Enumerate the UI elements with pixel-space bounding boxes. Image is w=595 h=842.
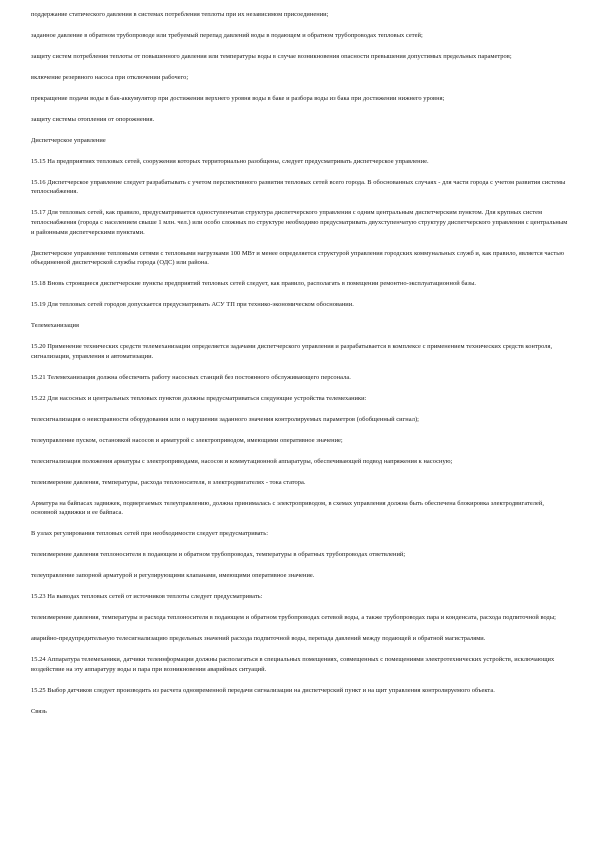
clause-15-15: 15.15 На предприятиях тепловых сетей, сооружения которых территориально разобщены, следует предусматривать диспетчерское управление. (31, 157, 429, 165)
section-heading-communication: Связь (31, 707, 47, 715)
clause-15-23: 15.23 На выводах тепловых сетей от источников теплоты следует предусматривать: (31, 593, 263, 601)
list-item: защиту систем потребления теплоты от повышенного давления или температуры воды в случае возникновения опасности превышения допустимых предельных параметров; (31, 52, 512, 60)
clause-15-17: 15.17 Для тепловых сетей, как правило, предусматривается одноступенчатая структура диспетчерского управления с одним центральным диспетчерским пунктом. Для крупных систем теплоснабжения (города с населением свыше 1 млн. чел.) или особо сложных по структуре необходимо предусматривать двухступенчатую структуру диспетчерского управления с центральным и районными диспетчерскими пунктами. (31, 209, 568, 236)
clause-15-21: 15.21 Телемеханизация должна обеспечить работу насосных станций без постоянного обслуживающего персонала. (31, 373, 351, 381)
list-item: телеизмерение давления теплоносителя в подающем и обратном трубопроводах, температуры в обратных трубопроводах ответвлений; (31, 551, 406, 559)
list-item: включение резервного насоса при отключении рабочего; (31, 73, 189, 81)
clause-15-20: 15.20 Применение технических средств телемеханизации определяется задачами диспетчерского управления и разрабатывается в комплексе с применением технических средств контроля, сигнализации, управления и автоматизации. (31, 343, 553, 360)
clause-15-25: 15.25 Выбор датчиков следует производить из расчета одновременной передачи сигнализации на диспетчерский пункт и на щит управления контролируемого объекта. (31, 686, 495, 694)
list-item: телесигнализация положения арматуры с электроприводами, насосов и коммутационной аппаратуры, обеспечивающей подвод напряжения к насосную; (31, 457, 453, 465)
clause-15-22: 15.22 Для насосных и центральных тепловых пунктов должны предусматриваться следующие устройства телемеханики: (31, 394, 367, 402)
list-item: поддержание статического давления в системах потребления теплоты при их независимом присоединении; (31, 11, 329, 18)
body-paragraph: Диспетчерское управление тепловыми сетями с тепловыми нагрузками 100 МВт и менее определяется структурой управления городских коммунальных служб и, как правило, является частью объединенной диспетчерской службы города (ОДС) или района. (31, 249, 565, 267)
section-heading-dispatch: Диспетчерское управление (31, 136, 106, 144)
body-paragraph: Арматура на байпасах задвижек, подвергаемых телеуправлению, должна принималась с электроприводом, в схемах управления должна быть обеспечена блокировка электродвигателей, основной задвижки и ее байпаса. (31, 499, 545, 517)
list-item: аварийно-предупредительную телесигнализацию предельных значений расхода подпиточной воды, перепада давлений между подающей и обратной магистралями. (31, 635, 486, 643)
list-item: телеизмерение давления, температуры и расхода теплоносителя в подающем и обратном трубопроводах сетевой воды, а также трубопроводах пара и конденсата, расхода подпиточной воды; (31, 614, 557, 622)
list-item: защиту системы отопления от опорожнения. (31, 115, 155, 123)
body-paragraph: В узлах регулирования тепловых сетей при необходимости следует предусматривать: (31, 530, 269, 538)
clause-15-24: 15.24 Аппаратура телемеханики, датчики телеинформации должны располагаться в специальных помещениях, совмещенных с помещениями электротехнических устройств, исключающих воздействие на эту аппаратуру воды и пара при возникновении аварийных ситуаций. (31, 656, 555, 673)
list-item: телеуправление запорной арматурой и регулирующими клапанами, имеющими оперативное значение. (31, 572, 315, 580)
list-item: телесигнализация о неисправности оборудования или о нарушении заданного значения контролируемых параметров (обобщенный сигнал); (31, 415, 419, 423)
list-item: телеизмерение давления, температуры, расхода теплоносителя, в электродвигателях - тока статора. (31, 478, 306, 486)
clause-15-16: 15.16 Диспетчерское управление следует разрабатывать с учетом перспективного развития тепловых сетей всего города. В обоснованных случаях - для части города с учетом развития системы теплоснабжения. (31, 178, 566, 196)
document-page (31, 10, 568, 716)
list-item: заданное давление в обратном трубопроводе или требуемый перепад давлений воды в подающем и обратном трубопроводах тепловых сетей; (31, 31, 423, 39)
clause-15-18: 15.18 Вновь строящиеся диспетчерские пункты предприятий тепловых сетей следует, как правило, располагать в помещении ремонтно-эксплуатационной базы. (31, 280, 477, 288)
section-heading-telemechanization: Телемеханизация (31, 322, 79, 330)
clause-15-19: 15.19 Для тепловых сетей городов допускается предусматривать АСУ ТП при технико-экономическом обосновании. (31, 301, 354, 309)
list-item: телеуправление пуском, остановкой насосов и арматурой с электроприводом, имеющими оперативное значение; (31, 436, 343, 444)
list-item: прекращение подачи воды в бак-аккумулятор при достижении верхнего уровня воды в баке и разбора воды из бака при достижении нижнего уровня; (31, 94, 445, 102)
